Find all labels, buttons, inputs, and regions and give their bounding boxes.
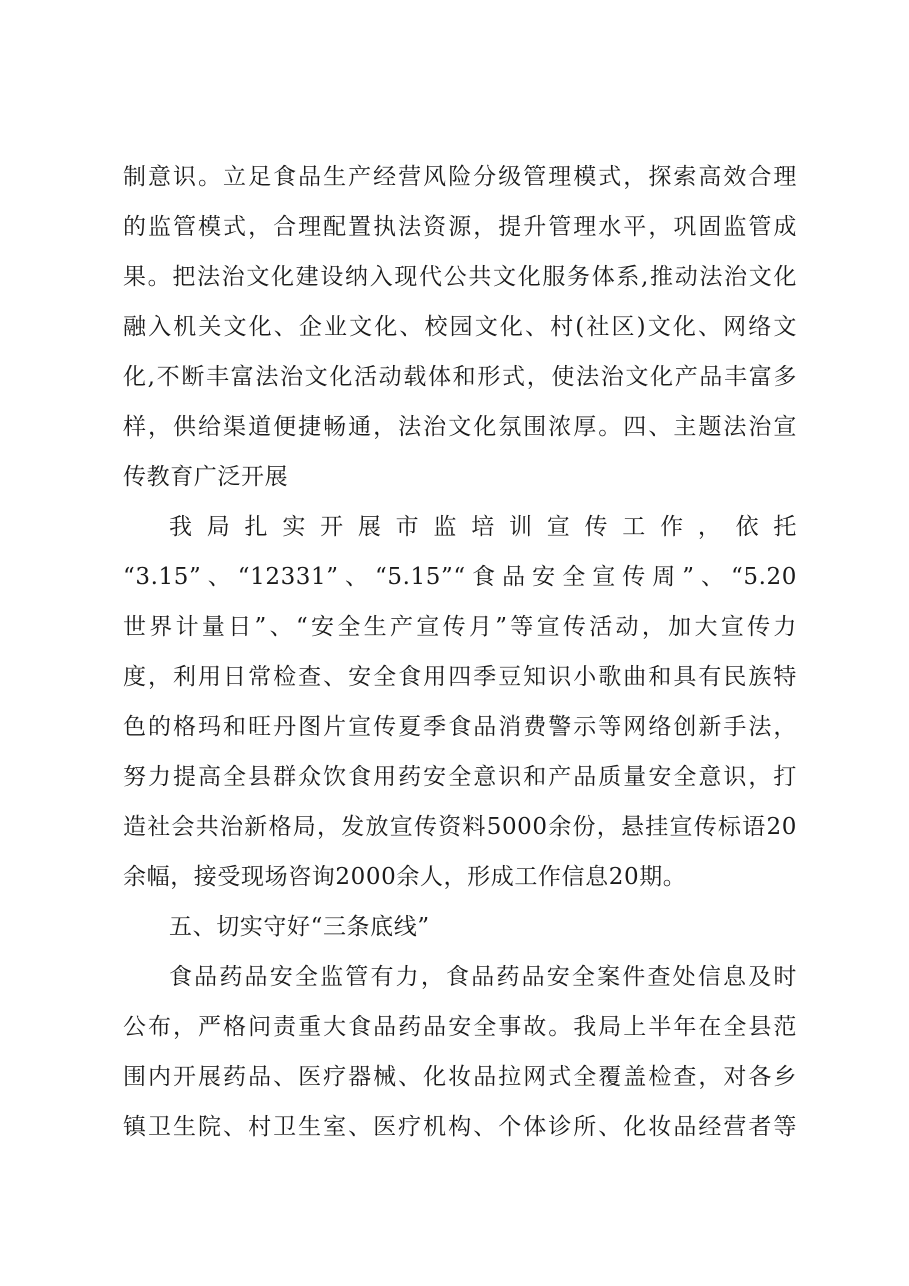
paragraph [123, 952, 797, 1152]
text-line: 样，供给渠道便捷畅通，法治文化氛围浓厚。四、主题法治宣 [123, 414, 797, 440]
text-line: 食品药品安全监管有力，食品药品安全案件查处信息及时 [169, 964, 797, 990]
text-line: 余幅，接受现场咨询2000余人，形成工作信息20期。 [123, 864, 687, 890]
text-line: 镇卫生院、村卫生室、医疗机构、个体诊所、化妆品经营者等 [123, 1114, 797, 1140]
text-line: 传教育广泛开展 [123, 464, 289, 490]
heading-text: 五、切实守好“三条底线” [169, 914, 430, 940]
text-line: 融入机关文化、企业文化、校园文化、村(社区)文化、网络文 [123, 314, 797, 340]
text-line: 果。把法治文化建设纳入现代公共文化服务体系,推动法治文化 [123, 264, 797, 290]
paragraph [123, 502, 797, 902]
paragraph [123, 152, 797, 502]
text-line: 化,不断丰富法治文化活动载体和形式，使法治文化产品丰富多 [123, 364, 797, 390]
text-line: 的监管模式，合理配置执法资源，提升管理水平，巩固监管成 [123, 214, 797, 240]
text-line: 我局扎实开展市监培训宣传工作，依托 [169, 514, 797, 540]
text-line: 造社会共治新格局，发放宣传资料5000余份，悬挂宣传标语20 [123, 814, 797, 840]
text-line: 色的格玛和旺丹图片宣传夏季食品消费警示等网络创新手法， [123, 714, 797, 740]
text-line: 世界计量日”、“安全生产宣传月”等宣传活动，加大宣传力 [123, 614, 797, 640]
text-line: 努力提高全县群众饮食用药安全意识和产品质量安全意识，打 [123, 764, 797, 790]
text-line: 公布，严格问责重大食品药品安全事故。我局上半年在全县范 [123, 1014, 797, 1040]
text-line: 度，利用日常检查、安全食用四季豆知识小歌曲和具有民族特 [123, 664, 797, 690]
section-heading [123, 902, 797, 952]
text-line: “3.15”、“12331”、“5.15”“食品安全宣传周”、“5.20 [123, 564, 797, 590]
text-line: 制意识。立足食品生产经营风险分级管理模式，探索高效合理 [123, 164, 797, 190]
document-body [123, 152, 797, 1152]
text-line: 围内开展药品、医疗器械、化妆品拉网式全覆盖检查，对各乡 [123, 1064, 797, 1090]
